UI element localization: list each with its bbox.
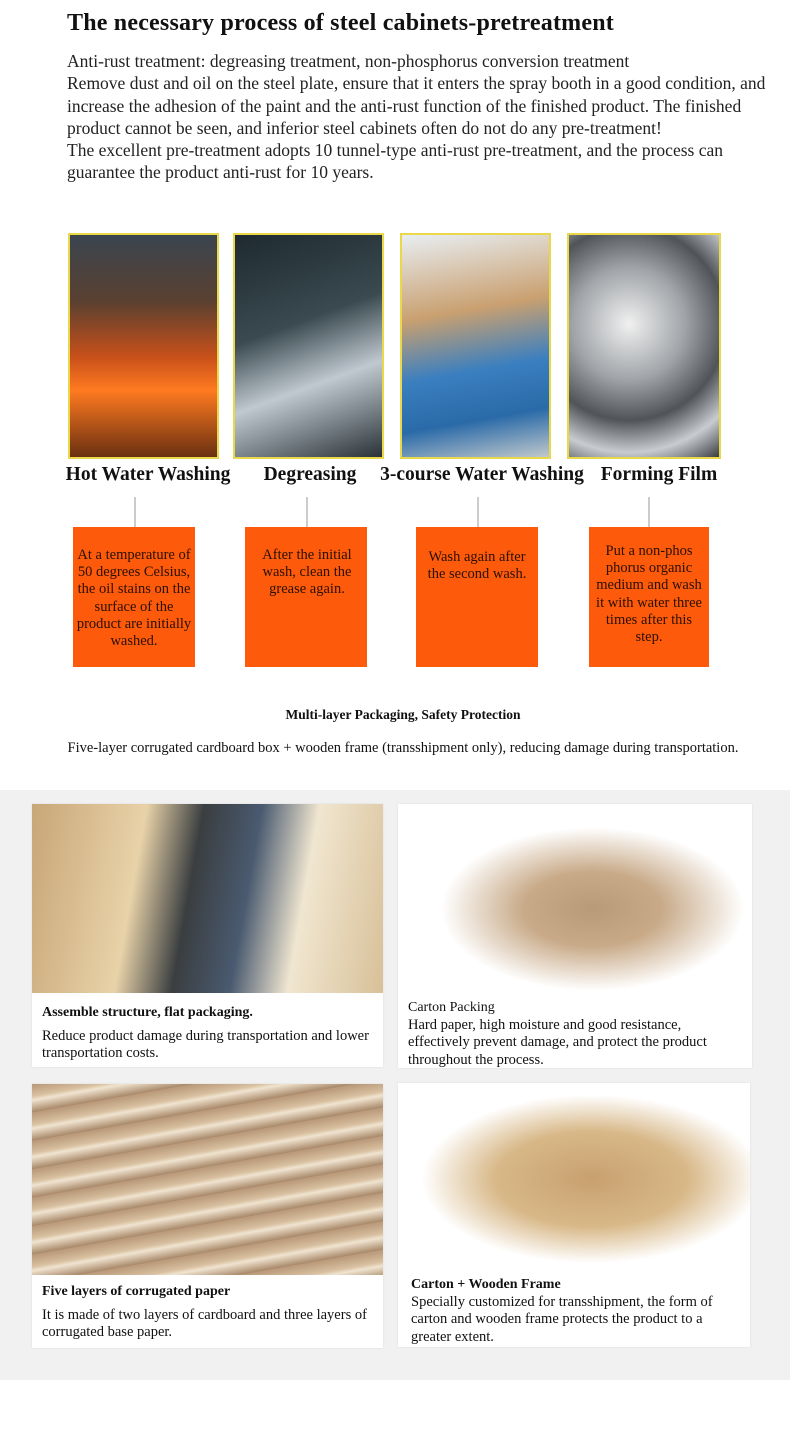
degreasing-photo xyxy=(233,233,384,459)
intro-line: The excellent pre-treatment adopts 10 tunnel-type anti-rust pre-treatment, and the process can guarantee the product anti-rust for 10 years. xyxy=(67,140,723,183)
card-text: It is made of two layers of cardboard and three layers of corrugated base paper. xyxy=(42,1306,367,1340)
step-description: Put a non-phos phorus organic medium and wash it with water three times after this step. xyxy=(589,527,709,667)
card-title: Carton Packing xyxy=(408,1000,495,1015)
step-label: 3-course Water Washing xyxy=(380,464,584,485)
card-text: Reduce product damage during transportation and lower transportation costs. xyxy=(42,1027,369,1061)
card-title: Carton + Wooden Frame xyxy=(411,1277,561,1292)
forming-film-photo xyxy=(567,233,721,459)
hot-water-washing-photo xyxy=(68,233,219,459)
packaging-card xyxy=(398,1083,750,1347)
card-text: Specially customized for transshipment, the form of carton and wooden frame protects the product to a greater extent. xyxy=(411,1293,713,1345)
step-label: Hot Water Washing xyxy=(65,464,231,485)
water-washing-photo xyxy=(400,233,551,459)
step-label: Degreasing xyxy=(263,464,357,485)
packaging-card xyxy=(398,804,752,1068)
packaging-subtitle: Five-layer corrugated cardboard box + wooden frame (transshipment only), reducing damage during transportation. xyxy=(67,740,739,756)
flat-packaging-photo xyxy=(32,804,383,993)
packaging-card xyxy=(32,804,383,1067)
step-description: Wash again after the second wash. xyxy=(416,527,538,667)
card-title: Five layers of corrugated paper xyxy=(42,1284,231,1299)
wooden-frame-photo xyxy=(398,1083,750,1275)
step-description: After the initial wash, clean the grease again. xyxy=(245,527,367,667)
intro-text xyxy=(67,50,767,184)
connector-line xyxy=(477,497,479,527)
intro-line: Remove dust and oil on the steel plate, ensure that it enters the spray booth in a good condition, and increase the adhesion of the paint and the anti-rust function of the finished product. The finished product cannot be seen, and inferior steel cabinets often do not do any pre-treatment! xyxy=(67,73,766,138)
card-title: Assemble structure, flat packaging. xyxy=(42,1005,253,1020)
connector-line xyxy=(134,497,136,527)
carton-boxes-photo xyxy=(398,804,752,995)
corrugated-paper-photo xyxy=(32,1084,383,1275)
packaging-card xyxy=(32,1084,383,1348)
page-title: The necessary process of steel cabinets-pretreatment xyxy=(67,10,614,36)
connector-line xyxy=(306,497,308,527)
connector-line xyxy=(648,497,650,527)
packaging-title: Multi-layer Packaging, Safety Protection xyxy=(285,707,521,722)
intro-line: Anti-rust treatment: degreasing treatment, non-phosphorus conversion treatment xyxy=(67,51,630,71)
card-text: Hard paper, high moisture and good resistance, effectively prevent damage, and protect the product throughout the process. xyxy=(408,1016,707,1068)
step-description: At a temperature of 50 degrees Celsius, the oil stains on the surface of the product are initially washed. xyxy=(73,527,195,667)
step-label: Forming Film xyxy=(600,464,718,485)
